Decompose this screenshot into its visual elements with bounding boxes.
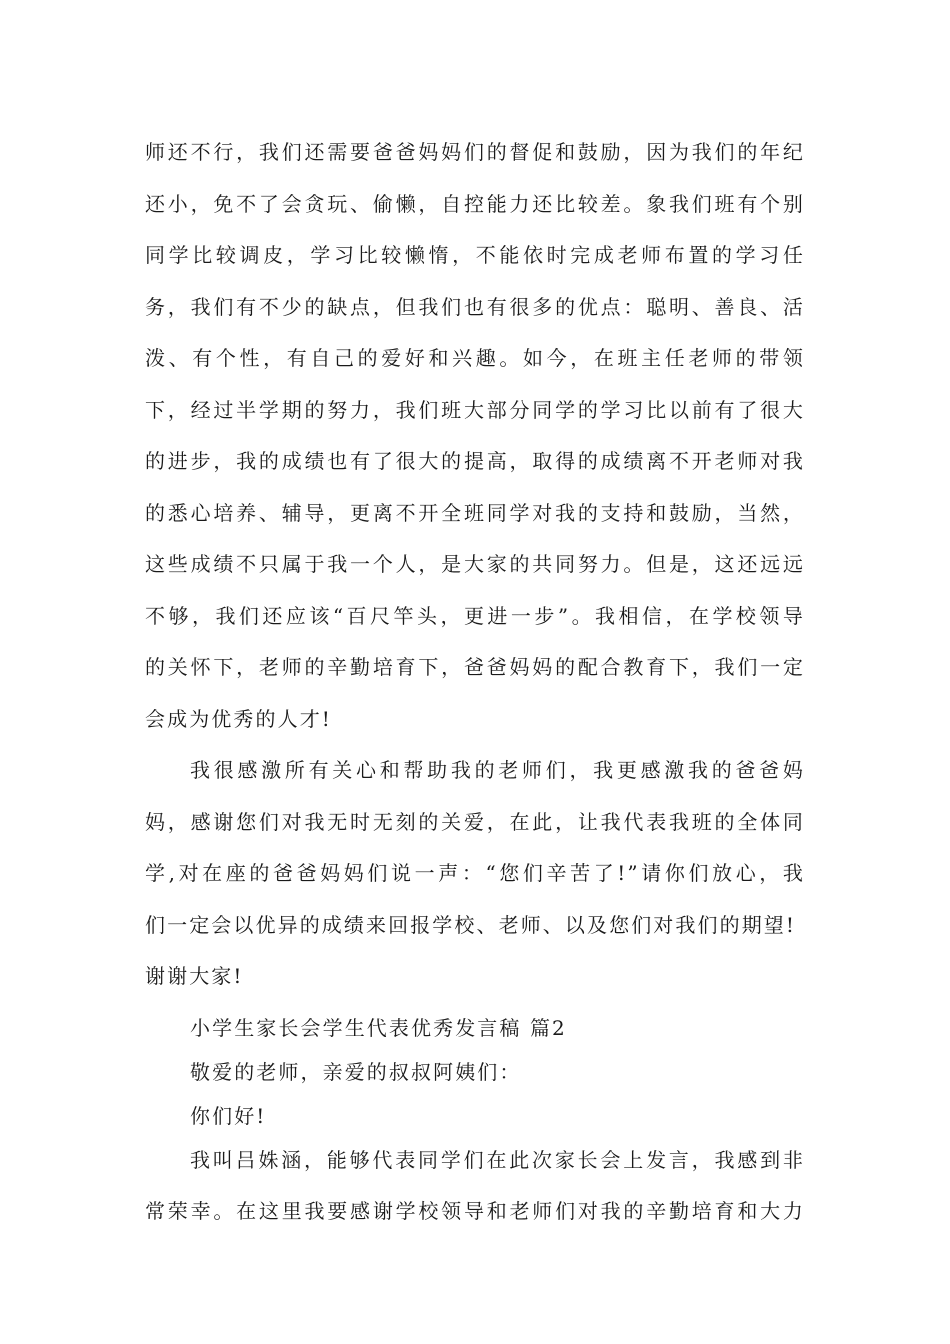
text-line: 常荣幸。在这里我要感谢学校领导和老师们对我的辛勤培育和大力 [145,1199,805,1223]
text-line: 同学比较调皮，学习比较懒惰，不能依时完成老师布置的学习任 [145,243,805,267]
text-line: 的进步，我的成绩也有了很大的提高，取得的成绩离不开老师对我 [145,449,805,473]
text-line: 不够，我们还应该“百尺竿头，更进一步”。我相信，在学校领导 [145,603,805,628]
text-line: 师还不行，我们还需要爸爸妈妈们的督促和鼓励，因为我们的年纪 [145,140,805,164]
text-line: 还小，免不了会贪玩、偷懒，自控能力还比较差。象我们班有个别 [145,191,805,216]
text-line: 这些成绩不只属于我一个人，是大家的共同努力。但是，这还远远 [145,552,805,576]
text-line: 谢谢大家! [145,964,244,988]
text-line: 泼、有个性，有自己的爱好和兴趣。如今，在班主任老师的带领 [145,346,805,370]
text-line: 妈，感谢您们对我无时无刻的关爱，在此，让我代表我班的全体同 [145,809,805,834]
text-line: 学,对在座的爸爸妈妈们说一声：“您们辛苦了!”请你们放心，我 [145,861,805,885]
paragraph-continued [145,132,805,750]
text-line: 我很感激所有关心和帮助我的老师们，我更感激我的爸爸妈 [190,758,805,782]
paragraph-intro [145,1140,805,1243]
text-line: 我叫吕姝涵，能够代表同学们在此次家长会上发言，我感到非 [190,1147,805,1172]
text-line: 会成为优秀的人才! [145,706,332,731]
text-line: 下，经过半学期的努力，我们班大部分同学的学习比以前有了很大 [145,397,805,422]
greeting: 你们好! [190,1103,267,1128]
text-line: 的关怀下，老师的辛勤培育下，爸爸妈妈的配合教育下，我们一定 [145,655,805,679]
text-line: 的悉心培养、辅导，更离不开全班同学对我的支持和鼓励，当然， [145,500,805,525]
text-line: 务，我们有不少的缺点，但我们也有很多的优点：聪明、善良、活 [145,294,805,319]
paragraph-thanks [145,750,805,1008]
text-line: 们一定会以优异的成绩来回报学校、老师、以及您们对我们的期望! [145,912,797,937]
section-title: 小学生家长会学生代表优秀发言稿 篇2 [190,1015,567,1040]
document-body [145,132,805,1243]
salutation: 敬爱的老师，亲爱的叔叔阿姨们： [190,1059,522,1084]
